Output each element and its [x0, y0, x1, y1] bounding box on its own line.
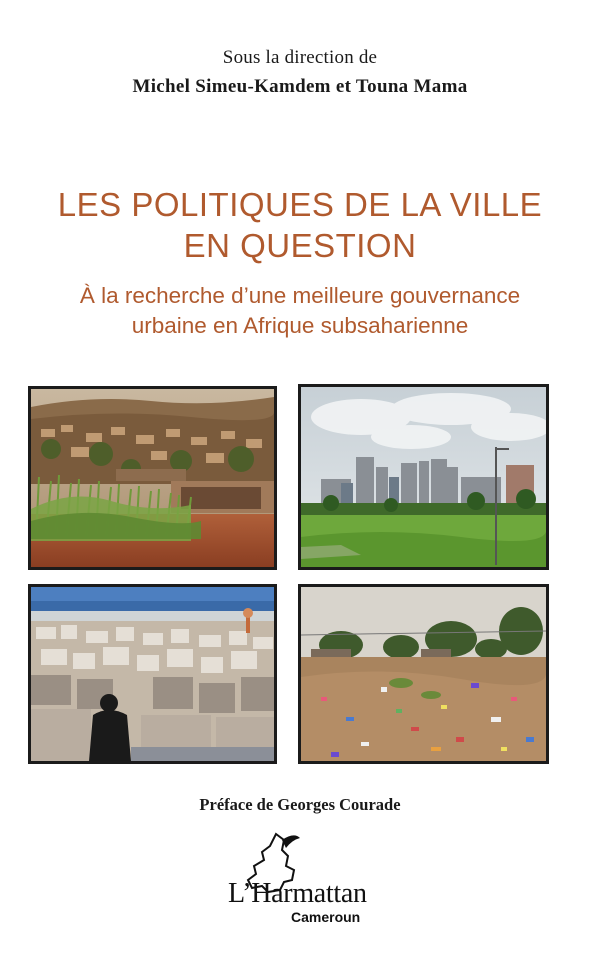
book-subtitle — [0, 281, 600, 341]
photo-hillside-neighborhood — [28, 386, 277, 570]
publisher-sub: Cameroun — [291, 909, 361, 925]
book-title — [0, 184, 600, 266]
preface-line: Préface de Georges Courade — [199, 795, 401, 814]
photo-dense-city-with-man — [28, 584, 277, 764]
title-line-2: EN QUESTION — [183, 227, 417, 264]
photo-city-skyline — [298, 384, 549, 570]
photo-dirt-lot-with-waste — [298, 584, 549, 764]
subtitle-line-1: À la recherche d’une meilleure gouvernance — [79, 283, 521, 308]
authors-line: Michel Simeu-Kamdem et Touna Mama — [132, 76, 468, 97]
publisher-logo — [212, 830, 412, 935]
subtitle-line-2: urbaine en Afrique subsaharienne — [131, 313, 469, 338]
title-line-1: LES POLITIQUES DE LA VILLE — [57, 186, 543, 223]
publisher-name: L’Harmattan — [228, 878, 367, 909]
direction-line: Sous la direction de — [222, 47, 378, 68]
